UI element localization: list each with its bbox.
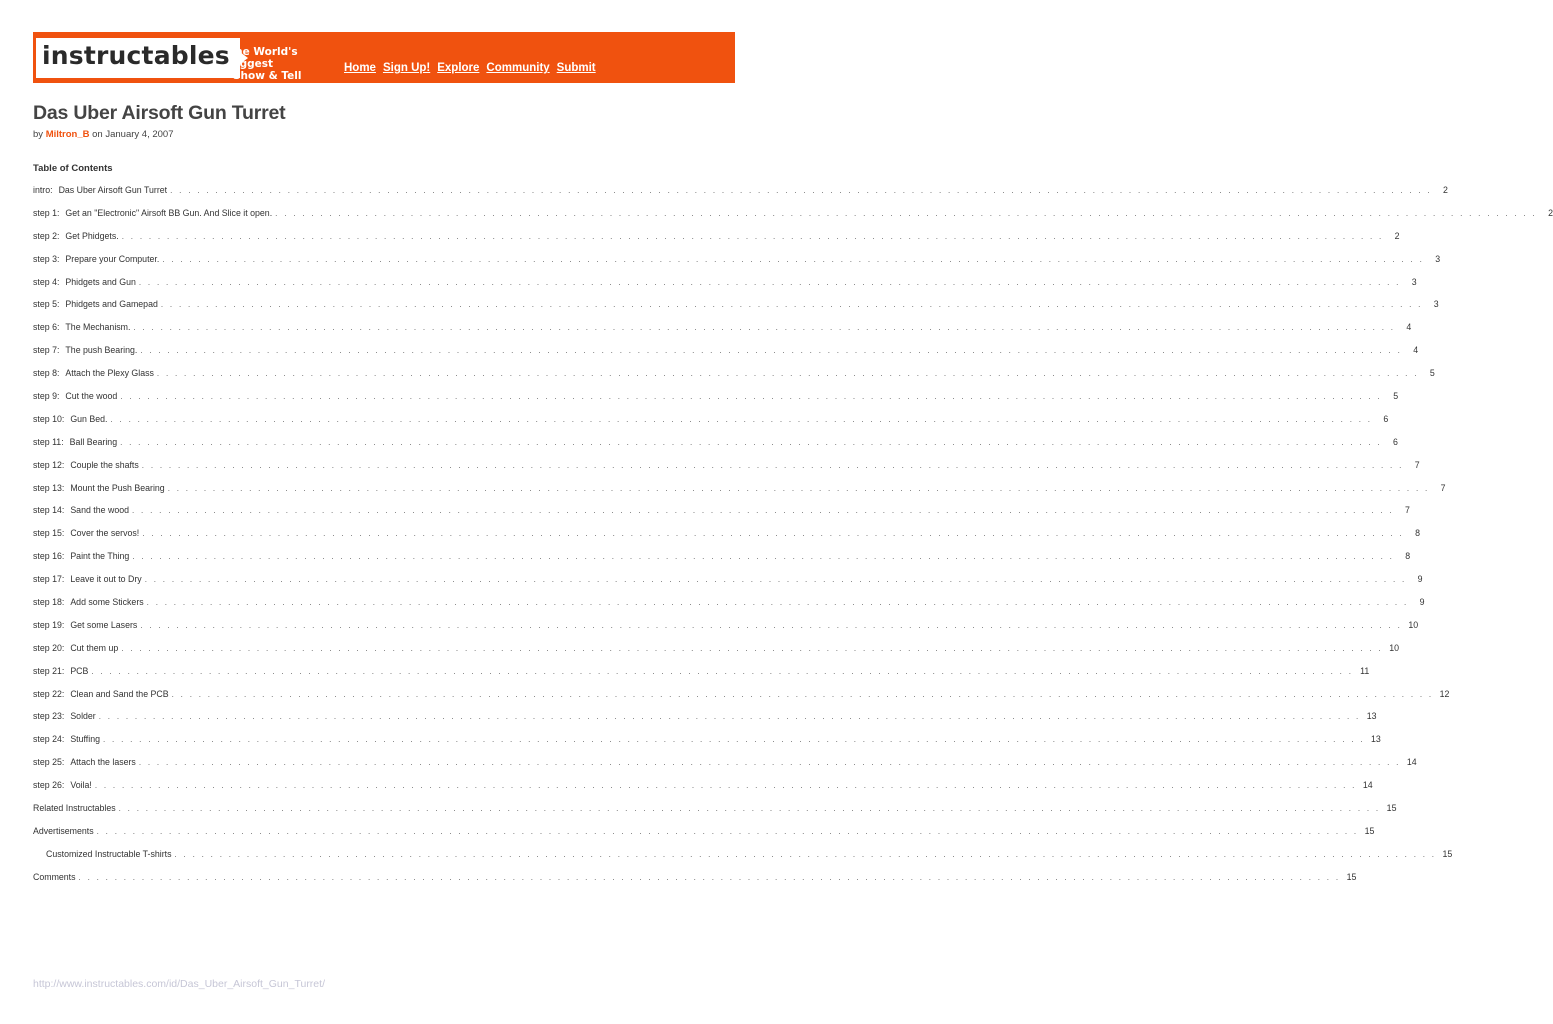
- toc-entry-label: [33, 597, 147, 607]
- toc-entry-label: [33, 826, 97, 836]
- toc-entry-prefix: step 16:: [33, 551, 65, 562]
- toc-dot-leader: . . . . . . . . . . . . . . . . . . . . . . . . . . . . . . . . . . . . . . . . . . . . . . . . . . . . . . . . . . . . . . . . . . . . . . . . . . . . . . . . . . . . . . . . . . . . . . . . . . . . . . . . . . . . . . . . . . . . . . . . . . . . . . . . . . . . . . . . . . . .: [160, 300, 1423, 310]
- toc-page-number: 2: [1443, 185, 1448, 195]
- toc-entry-label: [33, 208, 275, 218]
- toc-dot-leader: . . . . . . . . . . . . . . . . . . . . . . . . . . . . . . . . . . . . . . . . . . . . . . . . . . . . . . . . . . . . . . . . . . . . . . . . . . . . . . . . . . . . . . . . . . . . . . . . . . . . . . . . . . . . . . . . . . . . . . . . . . . . . . . . . . . . . . . . . . . .: [171, 689, 1434, 699]
- toc-entry-prefix: step 23:: [33, 711, 65, 722]
- toc-entry-prefix: step 4:: [33, 276, 60, 287]
- toc-entry[interactable]: [33, 551, 1411, 574]
- toc-entry-prefix: step 10:: [33, 413, 65, 424]
- byline: [33, 129, 173, 140]
- toc-entry[interactable]: [33, 734, 1381, 757]
- toc-entry-label: [33, 551, 132, 561]
- toc-entry-prefix: step 25:: [33, 757, 65, 768]
- toc-entry[interactable]: [33, 871, 1357, 895]
- toc-entry-prefix: step 2:: [33, 230, 60, 241]
- toc-entry[interactable]: [33, 688, 1450, 712]
- toc-entry-label: [33, 620, 140, 630]
- toc-dot-leader: . . . . . . . . . . . . . . . . . . . . . . . . . . . . . . . . . . . . . . . . . . . . . . . . . . . . . . . . . . . . . . . . . . . . . . . . . . . . . . . . . . . . . . . . . . . . . . . . . . . . . . . . . . . . . . . . . . . . . . . . . . . . . . . . . . . . . . . . . . . .: [144, 575, 1407, 585]
- toc-entry[interactable]: [33, 345, 1419, 368]
- toc-entry[interactable]: [33, 391, 1399, 414]
- toc-entry-prefix: step 7:: [33, 345, 60, 356]
- toc-dot-leader: . . . . . . . . . . . . . . . . . . . . . . . . . . . . . . . . . . . . . . . . . . . . . . . . . . . . . . . . . . . . . . . . . . . . . . . . . . . . . . . . . . . . . . . . . . . . . . . . . . . . . . . . . . . . . . . . . . . . . . . . . . . . . . . . . . . . . . . . . . . .: [156, 369, 1419, 379]
- toc-page-number: 9: [1419, 597, 1425, 608]
- toc-entry[interactable]: [33, 436, 1398, 460]
- toc-entry-label: [33, 734, 103, 744]
- toc-entry-label: [33, 254, 162, 264]
- toc-page-number: 10: [1408, 619, 1419, 630]
- toc-entry-label: [33, 391, 120, 401]
- toc-page-number: 4: [1406, 322, 1412, 333]
- toc-entry-title: Clean and Sand the PCB: [70, 688, 169, 699]
- toc-entry-label: [33, 231, 122, 241]
- toc-entry[interactable]: [33, 207, 1553, 231]
- toc-entry[interactable]: [33, 642, 1400, 666]
- toc-entry-prefix: step 14:: [33, 505, 65, 516]
- toc-entry[interactable]: [33, 848, 1453, 872]
- site-header: [33, 32, 735, 83]
- toc-entry-title: Gun Bed.: [70, 413, 108, 424]
- site-logo[interactable]: [36, 38, 240, 78]
- toc-entry-title: Phidgets and Gun: [65, 276, 136, 287]
- toc-dot-leader: . . . . . . . . . . . . . . . . . . . . . . . . . . . . . . . . . . . . . . . . . . . . . . . . . . . . . . . . . . . . . . . . . . . . . . . . . . . . . . . . . . . . . . . . . . . . . . . . . . . . . . . . . . . . . . . . . . . . . . . . . . . . . . . . . . . . . . . . . . . .: [78, 872, 1341, 882]
- toc-entry-label: [33, 460, 142, 470]
- toc-heading: Table of Contents: [33, 163, 113, 174]
- toc-page-number: 13: [1366, 711, 1377, 722]
- toc-entry-title: Leave it out to Dry: [70, 574, 142, 585]
- toc-page-number: 6: [1383, 413, 1389, 424]
- toc-page-number: 13: [1371, 734, 1381, 745]
- toc-entry-title: Couple the shafts: [70, 459, 139, 470]
- toc-entry-title: The Mechanism.: [65, 322, 131, 333]
- toc-entry[interactable]: [33, 253, 1441, 277]
- toc-entry-title: Mount the Push Bearing: [70, 482, 165, 493]
- toc-dot-leader: . . . . . . . . . . . . . . . . . . . . . . . . . . . . . . . . . . . . . . . . . . . . . . . . . . . . . . . . . . . . . . . . . . . . . . . . . . . . . . . . . . . . . . . . . . . . . . . . . . . . . . . . . . . . . . . . . . . . . . . . . . . . . . . . . . . . . . . . . . . .: [167, 483, 1430, 493]
- toc-page-number: 5: [1393, 391, 1399, 402]
- toc-entry[interactable]: [33, 803, 1397, 826]
- toc-dot-leader: . . . . . . . . . . . . . . . . . . . . . . . . . . . . . . . . . . . . . . . . . . . . . . . . . . . . . . . . . . . . . . . . . . . . . . . . . . . . . . . . . . . . . . . . . . . . . . . . . . . . . . . . . . . . . . . . . . . . . . . . . . . . . . . . . . . . . . . . . . . .: [142, 529, 1405, 539]
- toc-entry-title: Get an "Electronic" Airsoft BB Gun. And Slice it open.: [65, 207, 273, 218]
- toc-dot-leader: . . . . . . . . . . . . . . . . . . . . . . . . . . . . . . . . . . . . . . . . . . . . . . . . . . . . . . . . . . . . . . . . . . . . . . . . . . . . . . . . . . . . . . . . . . . . . . . . . . . . . . . . . . . . . . . . . . . . . . . . . . . . . . . . . . . . . . . . . . . .: [132, 506, 1394, 516]
- toc-dot-leader: . . . . . . . . . . . . . . . . . . . . . . . . . . . . . . . . . . . . . . . . . . . . . . . . . . . . . . . . . . . . . . . . . . . . . . . . . . . . . . . . . . . . . . . . . . . . . . . . . . . . . . . . . . . . . . . . . . . . . . . . . . . . . . . . . . . . . . . . . . . .: [133, 323, 1396, 333]
- nav-signup-link[interactable]: Sign Up!: [382, 62, 431, 74]
- toc-entry-label: [33, 872, 79, 882]
- toc-entry-label: [33, 345, 140, 355]
- toc-page-number: 3: [1433, 299, 1439, 310]
- toc-page-number: 9: [1417, 574, 1423, 585]
- toc-entry-prefix: step 3:: [33, 253, 60, 264]
- toc-entry[interactable]: [33, 528, 1421, 551]
- toc-dot-leader: . . . . . . . . . . . . . . . . . . . . . . . . . . . . . . . . . . . . . . . . . . . . . . . . . . . . . . . . . . . . . . . . . . . . . . . . . . . . . . . . . . . . . . . . . . . . . . . . . . . . . . . . . . . . . . . . . . . . . . . . . . . . . . . . . . . . . . . . . . . .: [140, 346, 1403, 356]
- nav-explore-link[interactable]: Explore: [437, 62, 480, 74]
- toc-dot-leader: . . . . . . . . . . . . . . . . . . . . . . . . . . . . . . . . . . . . . . . . . . . . . . . . . . . . . . . . . . . . . . . . . . . . . . . . . . . . . . . . . . . . . . . . . . . . . . . . . . . . . . . . . . . . . . . . . . . . . . . . . . . . . . . . . . . . . . . . . . . .: [141, 460, 1404, 470]
- toc-entry-title: Add some Stickers: [70, 597, 144, 608]
- toc-entry-title: Get Phidgets.: [65, 230, 119, 241]
- toc-entry-title: Cut them up: [70, 642, 119, 653]
- toc-dot-leader: . . . . . . . . . . . . . . . . . . . . . . . . . . . . . . . . . . . . . . . . . . . . . . . . . . . . . . . . . . . . . . . . . . . . . . . . . . . . . . . . . . . . . . . . . . . . . . . . . . . . . . . . . . . . . . . . . . . . . . . . . . . . . . . . . . . . . . . . . . . .: [120, 437, 1382, 447]
- toc-entry-prefix: step 13:: [33, 482, 65, 493]
- toc-entry[interactable]: [33, 322, 1412, 345]
- toc-dot-leader: . . . . . . . . . . . . . . . . . . . . . . . . . . . . . . . . . . . . . . . . . . . . . . . . . . . . . . . . . . . . . . . . . . . . . . . . . . . . . . . . . . . . . . . . . . . . . . . . . . . . . . . . . . . . . . . . . . . . . . . . . . . . . . . . . . . . . . . . . . . .: [138, 277, 1401, 287]
- toc-entry[interactable]: [33, 574, 1423, 597]
- toc-dot-leader: . . . . . . . . . . . . . . . . . . . . . . . . . . . . . . . . . . . . . . . . . . . . . . . . . . . . . . . . . . . . . . . . . . . . . . . . . . . . . . . . . . . . . . . . . . . . . . . . . . . . . . . . . . . . . . . . . . . . . . . . . . . . . . . . . . . . . . . . . . . .: [121, 643, 1384, 653]
- toc-entry[interactable]: [33, 276, 1417, 300]
- toc-entry-prefix: step 20:: [33, 642, 65, 653]
- tagline: [228, 46, 328, 82]
- toc-entry-label: [33, 643, 121, 653]
- toc-entry-prefix: step 21:: [33, 665, 65, 676]
- nav-community-link[interactable]: Community: [486, 62, 550, 74]
- toc-entry-title: Ball Bearing: [69, 436, 118, 447]
- toc-entry-label: [33, 277, 139, 287]
- publish-date: on January 4, 2007: [92, 129, 174, 140]
- toc-dot-leader: . . . . . . . . . . . . . . . . . . . . . . . . . . . . . . . . . . . . . . . . . . . . . . . . . . . . . . . . . . . . . . . . . . . . . . . . . . . . . . . . . . . . . . . . . . . . . . . . . . . . . . . . . . . . . . . . . . . . . . . . . . . . . . . . . . . . . . . . . . . .: [146, 598, 1409, 608]
- toc-entry-label: [33, 483, 168, 493]
- toc-entry-title: Cover the servos!: [70, 528, 140, 539]
- toc-dot-leader: . . . . . . . . . . . . . . . . . . . . . . . . . . . . . . . . . . . . . . . . . . . . . . . . . . . . . . . . . . . . . . . . . . . . . . . . . . . . . . . . . . . . . . . . . . . . . . . . . . . . . . . . . . . . . . . . . . . . . . . . . . . . . . . . . . . . . . . . . . . .: [140, 620, 1403, 630]
- by-label: by: [33, 129, 44, 140]
- footer-url: http://www.instructables.com/id/Das_Uber_Airsoft_Gun_Turret/: [33, 978, 325, 990]
- toc-dot-leader: . . . . . . . . . . . . . . . . . . . . . . . . . . . . . . . . . . . . . . . . . . . . . . . . . . . . . . . . . . . . . . . . . . . . . . . . . . . . . . . . . . . . . . . . . . . . . . . . . . . . . . . . . . . . . . . . . . . . . . . . . . . . . . . . . . . . . . . . . . . .: [103, 735, 1365, 745]
- toc-entry[interactable]: [33, 825, 1375, 849]
- toc-entry-prefix: step 9:: [33, 391, 60, 402]
- toc-page-number: 7: [1440, 482, 1446, 493]
- toc-entry-title: PCB: [70, 665, 89, 676]
- toc-entry-label: [33, 666, 91, 676]
- toc-page-number: 15: [1442, 848, 1453, 859]
- toc-dot-leader: . . . . . . . . . . . . . . . . . . . . . . . . . . . . . . . . . . . . . . . . . . . . . . . . . . . . . . . . . . . . . . . . . . . . . . . . . . . . . . . . . . . . . . . . . . . . . . . . . . . . . . . . . . . . . . . . . . . . . . . . . . . . . . . . . . . . . . . . . . . .: [96, 826, 1359, 836]
- toc-entry-label: [33, 414, 110, 424]
- toc-page-number: 14: [1406, 757, 1417, 768]
- toc-entry[interactable]: [33, 597, 1425, 620]
- toc-entry-label: [33, 185, 170, 195]
- toc-page-number: 2: [1394, 230, 1400, 241]
- toc-entry[interactable]: [33, 230, 1400, 254]
- toc-dot-leader: . . . . . . . . . . . . . . . . . . . . . . . . . . . . . . . . . . . . . . . . . . . . . . . . . . . . . . . . . . . . . . . . . . . . . . . . . . . . . . . . . . . . . . . . . . . . . . . . . . . . . . . . . . . . . . . . . . . . . . . . . . . . . . . . . . . . . . . . . . . .: [170, 186, 1432, 195]
- main-nav: [344, 62, 596, 74]
- toc-page-number: 7: [1414, 459, 1420, 470]
- toc-entry-title: Das Uber Airsoft Gun Turret: [58, 185, 168, 195]
- toc-entry-label: [33, 780, 95, 790]
- toc-entry-label: [33, 299, 161, 309]
- toc-page-number: 3: [1411, 276, 1417, 287]
- tagline-line-1: The World's Biggest: [228, 46, 298, 70]
- toc-entry-prefix: step 5:: [33, 299, 60, 310]
- toc-entry-prefix: step 22:: [33, 688, 65, 699]
- toc-entry-prefix: step 1:: [33, 207, 60, 218]
- toc-entry-title: Advertisements: [33, 825, 94, 836]
- toc-dot-leader: . . . . . . . . . . . . . . . . . . . . . . . . . . . . . . . . . . . . . . . . . . . . . . . . . . . . . . . . . . . . . . . . . . . . . . . . . . . . . . . . . . . . . . . . . . . . . . . . . . . . . . . . . . . . . . . . . . . . . . . . . . . . . . . . . . . . . . . . . . . .: [110, 414, 1373, 424]
- toc-page-number: 4: [1413, 345, 1419, 356]
- toc-entry-prefix: step 26:: [33, 780, 65, 791]
- toc-entry-label: [33, 505, 132, 515]
- toc-entry[interactable]: [33, 459, 1420, 483]
- toc-entry-label: [46, 849, 174, 859]
- toc-page-number: 10: [1389, 642, 1400, 653]
- toc-page-number: 14: [1362, 780, 1373, 791]
- toc-page-number: 8: [1405, 551, 1411, 562]
- toc-entry-label: [33, 803, 119, 813]
- toc-page-number: 15: [1386, 803, 1397, 814]
- toc-entry-title: Comments: [33, 871, 76, 882]
- toc-page-number: 6: [1393, 436, 1398, 447]
- toc-entry-prefix: step 15:: [33, 528, 65, 539]
- toc-dot-leader: . . . . . . . . . . . . . . . . . . . . . . . . . . . . . . . . . . . . . . . . . . . . . . . . . . . . . . . . . . . . . . . . . . . . . . . . . . . . . . . . . . . . . . . . . . . . . . . . . . . . . . . . . . . . . . . . . . . . . . . . . . . . . . . . . . . . . . . . . . . .: [121, 231, 1384, 241]
- toc-page-number: 2: [1548, 207, 1553, 218]
- toc-entry-prefix: step 19:: [33, 619, 65, 630]
- toc-entry-title: Paint the Thing: [70, 551, 130, 562]
- toc-page-number: 3: [1435, 253, 1441, 264]
- toc-entry[interactable]: [33, 665, 1370, 689]
- toc-entry-title: Sand the wood: [70, 505, 130, 516]
- toc-entry-label: [33, 711, 99, 721]
- toc-entry[interactable]: [33, 299, 1439, 322]
- toc-entry-prefix: intro:: [33, 185, 53, 195]
- author-link[interactable]: Miltron_B: [45, 129, 90, 140]
- logo-text: instructables: [42, 41, 230, 70]
- toc-page-number: 5: [1429, 368, 1435, 379]
- toc-entry-label: [33, 368, 157, 378]
- toc-entry-title: Cut the wood: [65, 391, 118, 402]
- toc-entry-prefix: step 11:: [33, 436, 64, 447]
- nav-submit-link[interactable]: Submit: [556, 62, 596, 74]
- toc-dot-leader: . . . . . . . . . . . . . . . . . . . . . . . . . . . . . . . . . . . . . . . . . . . . . . . . . . . . . . . . . . . . . . . . . . . . . . . . . . . . . . . . . . . . . . . . . . . . . . . . . . . . . . . . . . . . . . . . . . . . . . . . . . . . . . . . . . . . . . . . . . . .: [120, 392, 1383, 402]
- toc-entry[interactable]: [33, 185, 1448, 208]
- toc-page-number: 15: [1364, 825, 1375, 836]
- toc-entry-title: Customized Instructable T-shirts: [46, 848, 172, 859]
- toc-entry-prefix: step 18:: [33, 597, 65, 608]
- toc-dot-leader: . . . . . . . . . . . . . . . . . . . . . . . . . . . . . . . . . . . . . . . . . . . . . . . . . . . . . . . . . . . . . . . . . . . . . . . . . . . . . . . . . . . . . . . . . . . . . . . . . . . . . . . . . . . . . . . . . . . . . . . . . . . . . . . . . . . . . . . . . . . .: [162, 254, 1425, 264]
- toc-entry-title: Phidgets and Gamepad: [65, 299, 158, 310]
- toc-entry-title: Prepare your Computer.: [65, 253, 160, 264]
- toc-entry[interactable]: [33, 413, 1389, 437]
- toc-entry[interactable]: [33, 619, 1419, 643]
- toc-entry-title: Attach the lasers: [70, 757, 136, 768]
- toc-entry[interactable]: [33, 757, 1417, 780]
- toc-dot-leader: . . . . . . . . . . . . . . . . . . . . . . . . . . . . . . . . . . . . . . . . . . . . . . . . . . . . . . . . . . . . . . . . . . . . . . . . . . . . . . . . . . . . . . . . . . . . . . . . . . . . . . . . . . . . . . . . . . . . . . . . . . . . . . . . . . . . . . . . . . . .: [118, 804, 1381, 814]
- nav-home-link[interactable]: Home: [344, 62, 376, 74]
- toc-entry-prefix: step 17:: [33, 574, 65, 585]
- toc-entry-prefix: step 8:: [33, 368, 60, 379]
- toc-page-number: 7: [1404, 505, 1410, 516]
- tagline-line-2: Show & Tell: [233, 70, 302, 82]
- toc-page-number: 11: [1360, 665, 1370, 676]
- toc-page-number: 8: [1415, 528, 1421, 539]
- toc-entry[interactable]: [33, 368, 1435, 391]
- toc-entry-title: Voila!: [70, 780, 92, 791]
- toc-dot-leader: . . . . . . . . . . . . . . . . . . . . . . . . . . . . . . . . . . . . . . . . . . . . . . . . . . . . . . . . . . . . . . . . . . . . . . . . . . . . . . . . . . . . . . . . . . . . . . . . . . . . . . . . . . . . . . . . . . . . . . . . . . . . . . . . . . . . . . . . . . . .: [98, 712, 1361, 722]
- toc-entry-prefix: step 12:: [33, 459, 65, 470]
- toc-entry-label: [33, 574, 145, 584]
- toc-entry-title: The push Bearing.: [65, 345, 138, 356]
- toc-entry-label: [33, 322, 133, 332]
- toc-dot-leader: . . . . . . . . . . . . . . . . . . . . . . . . . . . . . . . . . . . . . . . . . . . . . . . . . . . . . . . . . . . . . . . . . . . . . . . . . . . . . . . . . . . . . . . . . . . . . . . . . . . . . . . . . . . . . . . . . . . . . . . . . . . . . . . . . . . . . . . . . . . .: [174, 849, 1437, 859]
- toc-dot-leader: . . . . . . . . . . . . . . . . . . . . . . . . . . . . . . . . . . . . . . . . . . . . . . . . . . . . . . . . . . . . . . . . . . . . . . . . . . . . . . . . . . . . . . . . . . . . . . . . . . . . . . . . . . . . . . . . . . . . . . . . . . . . . . . . . . . . . . . . . . . .: [94, 781, 1357, 791]
- toc-entry-prefix: step 24:: [33, 734, 65, 745]
- toc-entry-title: Get some Lasers: [70, 619, 138, 630]
- toc-entry[interactable]: [33, 711, 1377, 734]
- toc-entry-label: [33, 689, 172, 699]
- table-of-contents: [33, 185, 1553, 895]
- toc-entry[interactable]: [33, 780, 1373, 803]
- page-title: Das Uber Airsoft Gun Turret: [33, 102, 286, 124]
- toc-entry-label: [33, 528, 142, 538]
- toc-page-number: 15: [1346, 871, 1357, 882]
- toc-entry-prefix: step 6:: [33, 322, 60, 333]
- toc-entry[interactable]: [33, 505, 1410, 528]
- toc-dot-leader: . . . . . . . . . . . . . . . . . . . . . . . . . . . . . . . . . . . . . . . . . . . . . . . . . . . . . . . . . . . . . . . . . . . . . . . . . . . . . . . . . . . . . . . . . . . . . . . . . . . . . . . . . . . . . . . . . . . . . . . . . . . . . . . . . . . . . . . . . . . .: [138, 758, 1401, 768]
- toc-entry-title: Attach the Plexy Glass: [65, 368, 154, 379]
- toc-entry-title: Stuffing: [70, 734, 100, 745]
- toc-dot-leader: . . . . . . . . . . . . . . . . . . . . . . . . . . . . . . . . . . . . . . . . . . . . . . . . . . . . . . . . . . . . . . . . . . . . . . . . . . . . . . . . . . . . . . . . . . . . . . . . . . . . . . . . . . . . . . . . . . . . . . . . . . . . . . . . . . . . . . . . . . . .: [132, 552, 1395, 562]
- toc-entry-title: Solder: [70, 711, 96, 722]
- toc-dot-leader: . . . . . . . . . . . . . . . . . . . . . . . . . . . . . . . . . . . . . . . . . . . . . . . . . . . . . . . . . . . . . . . . . . . . . . . . . . . . . . . . . . . . . . . . . . . . . . . . . . . . . . . . . . . . . . . . . . . . . . . . . . . . . . . . . . . . . . . . . . . .: [275, 208, 1537, 218]
- toc-entry-title: Related Instructables: [33, 803, 116, 814]
- toc-entry-label: [33, 757, 139, 767]
- toc-entry-label: [33, 437, 120, 447]
- toc-page-number: 12: [1439, 688, 1450, 699]
- toc-entry[interactable]: [33, 482, 1446, 506]
- toc-dot-leader: . . . . . . . . . . . . . . . . . . . . . . . . . . . . . . . . . . . . . . . . . . . . . . . . . . . . . . . . . . . . . . . . . . . . . . . . . . . . . . . . . . . . . . . . . . . . . . . . . . . . . . . . . . . . . . . . . . . . . . . . . . . . . . . . . . . . . . . . . . . .: [91, 666, 1354, 676]
